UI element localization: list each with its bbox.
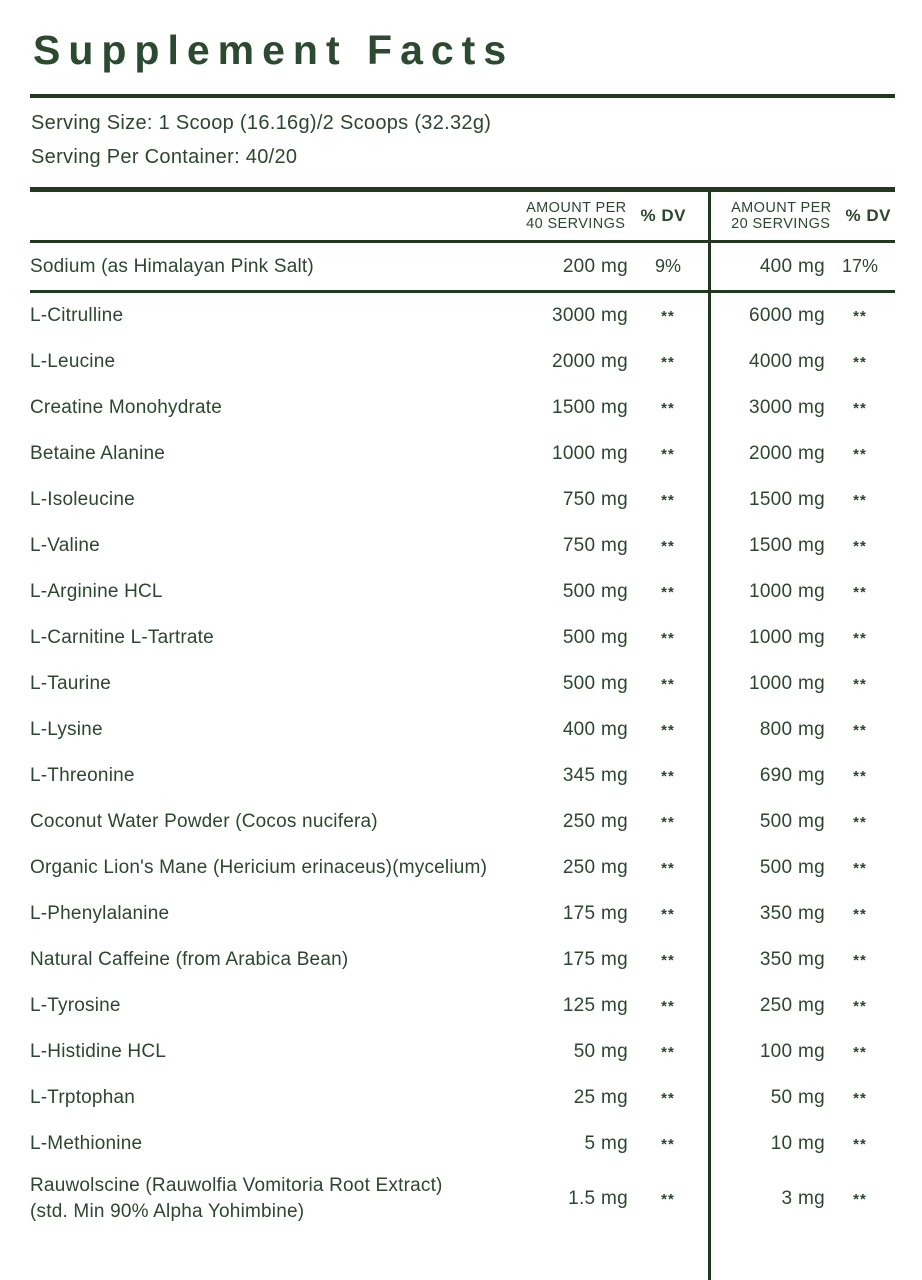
ingredient-name: L-Arginine HCL — [30, 581, 163, 602]
amount-40-servings: 25 mg — [573, 1087, 628, 1108]
amount-20-servings: 10 mg — [770, 1133, 825, 1154]
amount-40-servings: 250 mg — [562, 857, 628, 878]
ingredient-name: L-Isoleucine — [30, 489, 135, 510]
dv-20-value: ** — [853, 353, 867, 371]
amount-20-servings: 100 mg — [759, 1041, 825, 1062]
ingredient-note: (std. Min 90% Alpha Yohimbine) — [30, 1201, 305, 1222]
ingredient-row — [30, 431, 895, 477]
amount-20-servings: 1500 mg — [748, 535, 825, 556]
ingredient-row — [30, 845, 895, 891]
dv-40-value: ** — [661, 997, 675, 1015]
dv-20-value: ** — [853, 813, 867, 831]
amount-40-servings: 750 mg — [562, 535, 628, 556]
title-divider-rule — [30, 94, 895, 98]
amount-per-20-header: AMOUNT PER 20 SERVINGS — [731, 200, 832, 232]
ingredient-row — [30, 477, 895, 523]
ingredient-row — [30, 661, 895, 707]
amount-20-servings: 3000 mg — [748, 397, 825, 418]
dv-20-value: ** — [853, 905, 867, 923]
dv-40-value: ** — [661, 1190, 675, 1208]
dv-20-value: ** — [853, 583, 867, 601]
amount-40-servings: 400 mg — [562, 719, 628, 740]
ingredient-name: L-Histidine HCL — [30, 1041, 167, 1062]
ingredient-row — [30, 385, 895, 431]
amount-20-servings: 6000 mg — [748, 305, 825, 326]
dv-20-value: ** — [853, 537, 867, 555]
ingredient-name: L-Lysine — [30, 719, 103, 740]
dv-20-value: 17% — [841, 256, 879, 276]
dv-20-value: ** — [853, 307, 867, 325]
dv-40-value: ** — [661, 399, 675, 417]
amount-20-servings: 350 mg — [759, 903, 825, 924]
header-20-servings — [717, 200, 895, 232]
ingredient-name: Natural Caffeine (from Arabica Bean) — [30, 949, 349, 970]
ingredient-name: L-Carnitine L-Tartrate — [30, 627, 214, 648]
dv-40-header: % DV — [640, 206, 686, 225]
amount-40-servings: 5 mg — [584, 1133, 628, 1154]
amount-20-servings: 400 mg — [759, 255, 825, 277]
ingredient-row — [30, 615, 895, 661]
servings-per-container-text: Serving Per Container: 40/20 — [31, 146, 298, 168]
dv-40-value: ** — [661, 307, 675, 325]
amount-40-servings: 500 mg — [562, 627, 628, 648]
ingredient-row — [30, 523, 895, 569]
dv-40-value: ** — [661, 1089, 675, 1107]
label-title: Supplement Facts — [33, 27, 515, 73]
amount-40-servings: 200 mg — [562, 255, 628, 277]
amount-40-servings: 50 mg — [573, 1041, 628, 1062]
dv-40-value: ** — [661, 353, 675, 371]
ingredient-row — [30, 1029, 895, 1075]
amount-20-servings: 1000 mg — [748, 673, 825, 694]
table-header-row — [30, 192, 895, 240]
dv-20-value: ** — [853, 445, 867, 463]
ingredient-name: L-Methionine — [30, 1133, 143, 1154]
dv-40-value: ** — [661, 859, 675, 877]
dv-20-value: ** — [853, 399, 867, 417]
dv-20-header: % DV — [845, 206, 891, 225]
serving-size-text: Serving Size: 1 Scoop (16.16g)/2 Scoops (32.32g) — [31, 112, 492, 134]
amount-20-servings: 500 mg — [759, 857, 825, 878]
ingredient-row — [30, 1121, 895, 1167]
ingredient-row — [30, 1167, 895, 1231]
facts-table — [30, 187, 895, 1280]
amount-40-servings: 750 mg — [562, 489, 628, 510]
dv-40-value: ** — [661, 813, 675, 831]
amount-20-servings: 50 mg — [770, 1087, 825, 1108]
ingredient-row — [30, 293, 895, 339]
amount-40-servings: 2000 mg — [551, 351, 628, 372]
amount-40-servings: 500 mg — [562, 673, 628, 694]
amount-40-servings: 125 mg — [562, 995, 628, 1016]
dv-40-value: ** — [661, 445, 675, 463]
ingredient-row — [30, 983, 895, 1029]
amount-20-servings: 1000 mg — [748, 627, 825, 648]
dv-40-value: ** — [661, 491, 675, 509]
amount-20-servings: 500 mg — [759, 811, 825, 832]
amount-20-servings: 1000 mg — [748, 581, 825, 602]
dv-20-value: ** — [853, 1043, 867, 1061]
dv-40-value: ** — [661, 675, 675, 693]
amount-40-servings: 345 mg — [562, 765, 628, 786]
amount-20-servings: 350 mg — [759, 949, 825, 970]
amount-40-servings: 500 mg — [562, 581, 628, 602]
amount-40-servings: 1.5 mg — [568, 1188, 628, 1209]
ingredient-name: Creatine Monohydrate — [30, 397, 222, 418]
ingredient-row — [30, 937, 895, 983]
dv-40-value: ** — [661, 905, 675, 923]
ingredient-name: Coconut Water Powder (Cocos nucifera) — [30, 811, 378, 832]
ingredient-row — [30, 1075, 895, 1121]
amount-40-servings: 250 mg — [562, 811, 628, 832]
amount-40-servings: 1500 mg — [551, 397, 628, 418]
sodium-row — [30, 243, 895, 290]
dv-20-value: ** — [853, 721, 867, 739]
amount-40-servings: 175 mg — [562, 903, 628, 924]
ingredient-name: Rauwolscine (Rauwolfia Vomitoria Root Extract) — [30, 1175, 443, 1196]
amount-40-servings: 1000 mg — [551, 443, 628, 464]
dv-20-value: ** — [853, 1135, 867, 1153]
ingredient-name: L-Leucine — [30, 351, 116, 372]
ingredient-name: L-Valine — [30, 535, 100, 556]
dv-20-value: ** — [853, 629, 867, 647]
header-40-servings — [440, 200, 708, 232]
dv-40-value: ** — [661, 1043, 675, 1061]
column-divider — [708, 187, 711, 1280]
dv-20-value: ** — [853, 675, 867, 693]
amount-20-servings: 2000 mg — [748, 443, 825, 464]
ingredient-name: Organic Lion's Mane (Hericium erinaceus)(mycelium) — [30, 857, 488, 878]
ingredient-row — [30, 891, 895, 937]
dv-40-value: 9% — [654, 256, 681, 276]
amount-20-servings: 3 mg — [781, 1188, 825, 1209]
amount-20-servings: 4000 mg — [748, 351, 825, 372]
dv-40-value: ** — [661, 767, 675, 785]
amount-40-servings: 175 mg — [562, 949, 628, 970]
dv-40-value: ** — [661, 721, 675, 739]
amount-per-40-header: AMOUNT PER 40 SERVINGS — [526, 200, 627, 232]
ingredient-name: L-Trptophan — [30, 1087, 136, 1108]
ingredient-name: Sodium (as Himalayan Pink Salt) — [30, 255, 314, 277]
dv-40-value: ** — [661, 1135, 675, 1153]
ingredient-name: L-Citrulline — [30, 305, 124, 326]
ingredient-row — [30, 569, 895, 615]
dv-20-value: ** — [853, 491, 867, 509]
dv-20-value: ** — [853, 1190, 867, 1208]
amount-20-servings: 250 mg — [759, 995, 825, 1016]
amount-40-servings: 3000 mg — [551, 305, 628, 326]
dv-40-value: ** — [661, 951, 675, 969]
dv-40-value: ** — [661, 537, 675, 555]
amount-20-servings: 690 mg — [759, 765, 825, 786]
dv-20-value: ** — [853, 951, 867, 969]
dv-20-value: ** — [853, 1089, 867, 1107]
ingredient-row — [30, 339, 895, 385]
ingredient-rows — [30, 293, 895, 1231]
ingredient-name: L-Phenylalanine — [30, 903, 170, 924]
amount-20-servings: 800 mg — [759, 719, 825, 740]
ingredient-name: L-Tyrosine — [30, 995, 121, 1016]
ingredient-row — [30, 799, 895, 845]
dv-40-value: ** — [661, 629, 675, 647]
dv-20-value: ** — [853, 859, 867, 877]
ingredient-name: L-Threonine — [30, 765, 135, 786]
dv-20-value: ** — [853, 997, 867, 1015]
ingredient-row — [30, 707, 895, 753]
ingredient-row — [30, 753, 895, 799]
ingredient-name: L-Taurine — [30, 673, 112, 694]
dv-40-value: ** — [661, 583, 675, 601]
amount-20-servings: 1500 mg — [748, 489, 825, 510]
dv-20-value: ** — [853, 767, 867, 785]
serving-info — [31, 111, 895, 169]
ingredient-name: Betaine Alanine — [30, 443, 166, 464]
